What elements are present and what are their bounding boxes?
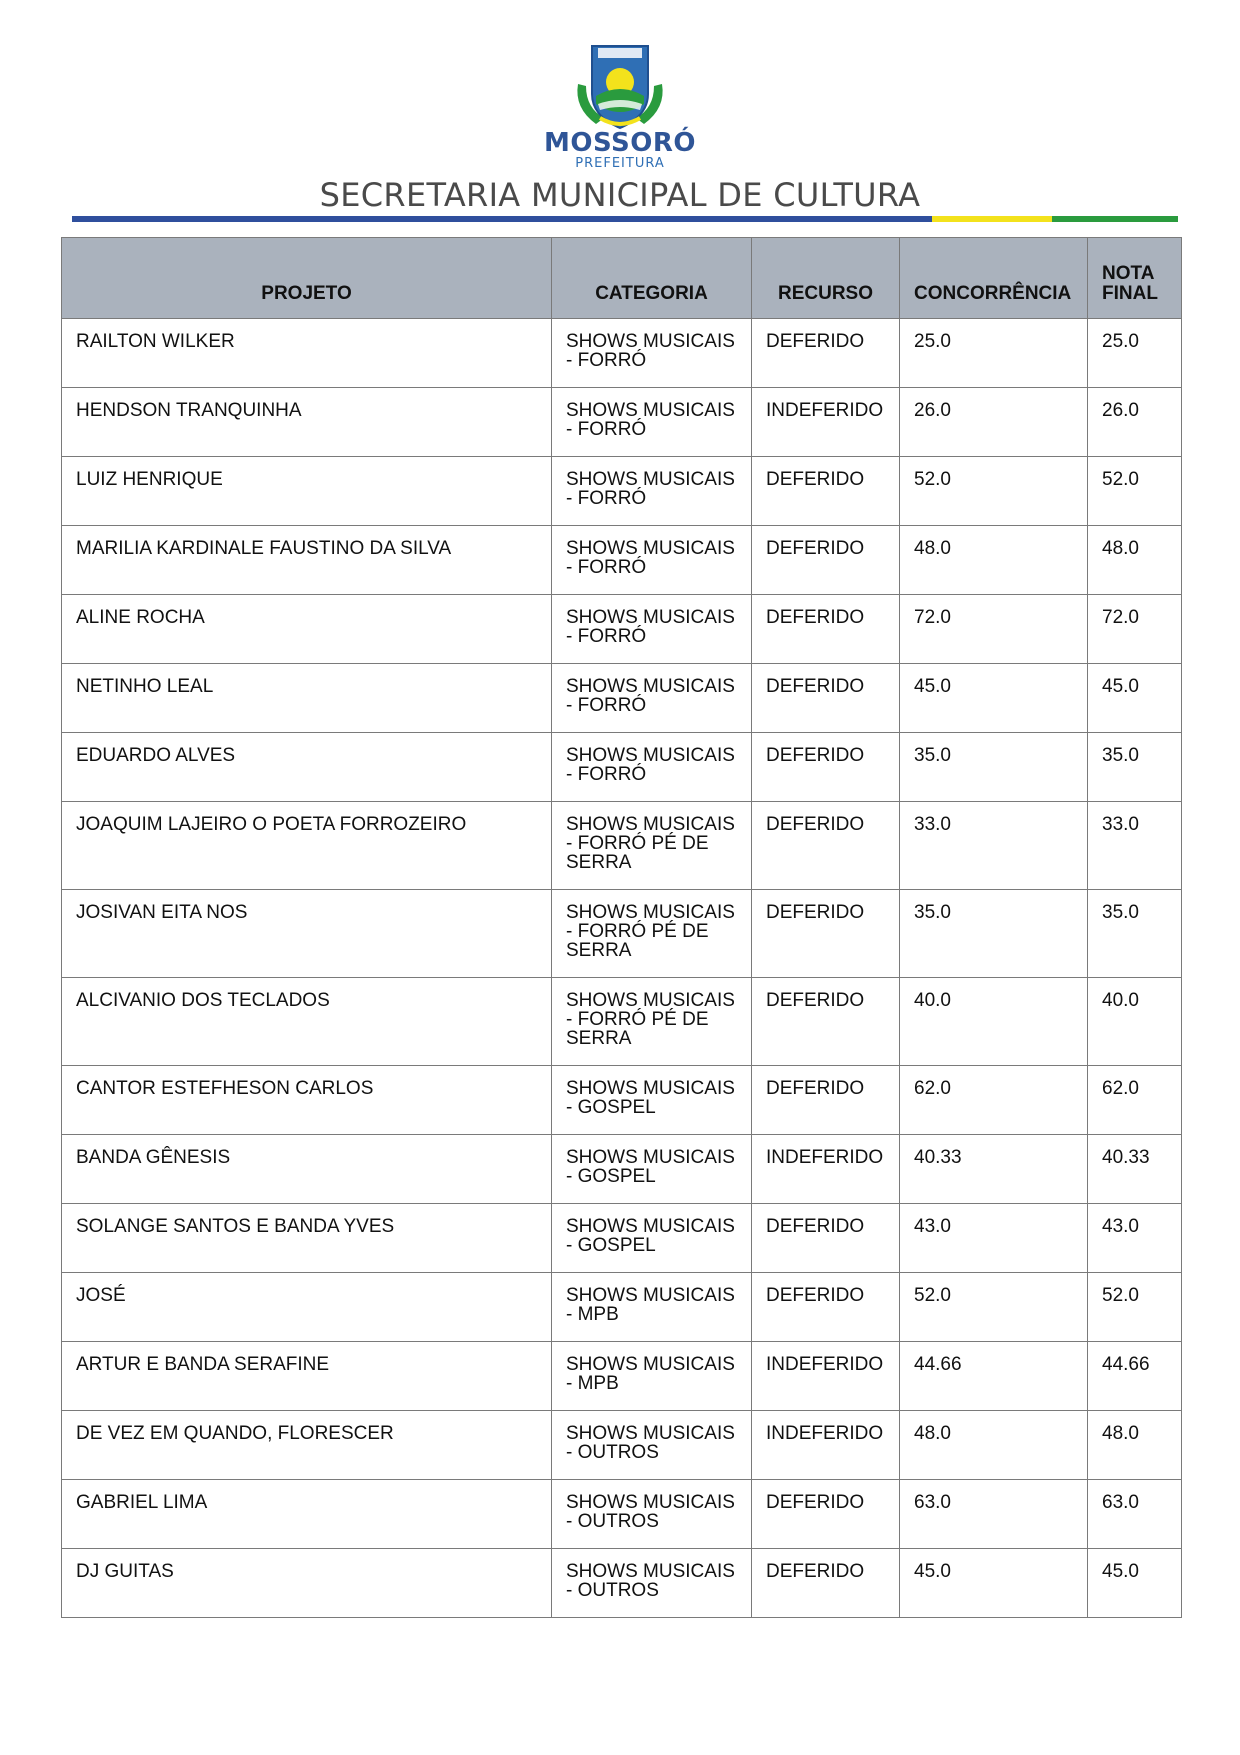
- cell-projeto: ALINE ROCHA: [62, 595, 552, 664]
- cell-concorrencia: 48.0: [900, 1411, 1088, 1480]
- cell-projeto: SOLANGE SANTOS E BANDA YVES: [62, 1204, 552, 1273]
- cell-projeto: DE VEZ EM QUANDO, FLORESCER: [62, 1411, 552, 1480]
- cell-recurso: DEFERIDO: [752, 802, 900, 890]
- cell-categoria: SHOWS MUSICAIS - FORRÓ: [552, 457, 752, 526]
- cell-projeto: DJ GUITAS: [62, 1549, 552, 1618]
- table-row: [62, 1549, 1182, 1618]
- cell-recurso: INDEFERIDO: [752, 1135, 900, 1204]
- cell-concorrencia: 35.0: [900, 890, 1088, 978]
- cell-nota-final: 40.33: [1088, 1135, 1182, 1204]
- cell-categoria: SHOWS MUSICAIS - FORRÓ PÉ DE SERRA: [552, 802, 752, 890]
- cell-nota-final: 25.0: [1088, 319, 1182, 388]
- table-header-row: [62, 238, 1182, 319]
- table-row: [62, 595, 1182, 664]
- cell-projeto: LUIZ HENRIQUE: [62, 457, 552, 526]
- cell-recurso: DEFERIDO: [752, 978, 900, 1066]
- cell-recurso: INDEFERIDO: [752, 1342, 900, 1411]
- cell-concorrencia: 45.0: [900, 1549, 1088, 1618]
- cell-concorrencia: 43.0: [900, 1204, 1088, 1273]
- cell-recurso: DEFERIDO: [752, 1549, 900, 1618]
- cell-categoria: SHOWS MUSICAIS - FORRÓ: [552, 733, 752, 802]
- column-header-nota-final: NOTA FINAL: [1088, 238, 1182, 319]
- cell-recurso: DEFERIDO: [752, 595, 900, 664]
- cell-concorrencia: 52.0: [900, 1273, 1088, 1342]
- brand-name: MOSSORÓ: [544, 128, 696, 158]
- cell-concorrencia: 45.0: [900, 664, 1088, 733]
- cell-concorrencia: 25.0: [900, 319, 1088, 388]
- cell-nota-final: 63.0: [1088, 1480, 1182, 1549]
- cell-nota-final: 35.0: [1088, 890, 1182, 978]
- cell-categoria: SHOWS MUSICAIS - FORRÓ: [552, 595, 752, 664]
- table-row: [62, 802, 1182, 890]
- city-crest-logo: [570, 38, 670, 134]
- cell-recurso: DEFERIDO: [752, 457, 900, 526]
- cell-nota-final: 48.0: [1088, 1411, 1182, 1480]
- cell-projeto: MARILIA KARDINALE FAUSTINO DA SILVA: [62, 526, 552, 595]
- cell-nota-final: 52.0: [1088, 1273, 1182, 1342]
- brand-subtitle: PREFEITURA: [575, 156, 665, 171]
- cell-nota-final: 35.0: [1088, 733, 1182, 802]
- cell-projeto: ALCIVANIO DOS TECLADOS: [62, 978, 552, 1066]
- cell-projeto: CANTOR ESTEFHESON CARLOS: [62, 1066, 552, 1135]
- cell-nota-final: 62.0: [1088, 1066, 1182, 1135]
- cell-recurso: DEFERIDO: [752, 1480, 900, 1549]
- cell-concorrencia: 52.0: [900, 457, 1088, 526]
- cell-projeto: JOSÉ: [62, 1273, 552, 1342]
- table-body: [62, 319, 1182, 1618]
- cell-recurso: DEFERIDO: [752, 1204, 900, 1273]
- cell-nota-final: 45.0: [1088, 1549, 1182, 1618]
- cell-recurso: DEFERIDO: [752, 319, 900, 388]
- cell-categoria: SHOWS MUSICAIS - OUTROS: [552, 1480, 752, 1549]
- cell-projeto: JOAQUIM LAJEIRO O POETA FORROZEIRO: [62, 802, 552, 890]
- cell-categoria: SHOWS MUSICAIS - FORRÓ: [552, 664, 752, 733]
- page-header: [0, 0, 1240, 230]
- stripe-yellow: [932, 216, 1052, 222]
- cell-projeto: RAILTON WILKER: [62, 319, 552, 388]
- cell-categoria: SHOWS MUSICAIS - FORRÓ PÉ DE SERRA: [552, 978, 752, 1066]
- cell-projeto: GABRIEL LIMA: [62, 1480, 552, 1549]
- cell-projeto: NETINHO LEAL: [62, 664, 552, 733]
- cell-recurso: DEFERIDO: [752, 526, 900, 595]
- cell-projeto: ARTUR E BANDA SERAFINE: [62, 1342, 552, 1411]
- cell-recurso: DEFERIDO: [752, 733, 900, 802]
- cell-concorrencia: 48.0: [900, 526, 1088, 595]
- column-header-categoria: CATEGORIA: [552, 238, 752, 319]
- department-title: SECRETARIA MUNICIPAL DE CULTURA: [319, 176, 921, 214]
- cell-nota-final: 33.0: [1088, 802, 1182, 890]
- cell-concorrencia: 44.66: [900, 1342, 1088, 1411]
- cell-concorrencia: 33.0: [900, 802, 1088, 890]
- cell-concorrencia: 72.0: [900, 595, 1088, 664]
- cell-concorrencia: 40.0: [900, 978, 1088, 1066]
- cell-categoria: SHOWS MUSICAIS - MPB: [552, 1342, 752, 1411]
- cell-categoria: SHOWS MUSICAIS - GOSPEL: [552, 1066, 752, 1135]
- table-row: [62, 890, 1182, 978]
- column-header-recurso: RECURSO: [752, 238, 900, 319]
- cell-concorrencia: 63.0: [900, 1480, 1088, 1549]
- stripe-blue: [72, 216, 932, 222]
- table-row: [62, 1204, 1182, 1273]
- cell-categoria: SHOWS MUSICAIS - FORRÓ: [552, 526, 752, 595]
- cell-categoria: SHOWS MUSICAIS - OUTROS: [552, 1411, 752, 1480]
- cell-nota-final: 44.66: [1088, 1342, 1182, 1411]
- cell-nota-final: 72.0: [1088, 595, 1182, 664]
- cell-nota-final: 52.0: [1088, 457, 1182, 526]
- table-row: [62, 664, 1182, 733]
- cell-recurso: DEFERIDO: [752, 1066, 900, 1135]
- cell-concorrencia: 62.0: [900, 1066, 1088, 1135]
- cell-categoria: SHOWS MUSICAIS - MPB: [552, 1273, 752, 1342]
- cell-nota-final: 40.0: [1088, 978, 1182, 1066]
- cell-nota-final: 48.0: [1088, 526, 1182, 595]
- cell-categoria: SHOWS MUSICAIS - GOSPEL: [552, 1204, 752, 1273]
- table-row: [62, 1273, 1182, 1342]
- cell-concorrencia: 35.0: [900, 733, 1088, 802]
- cell-recurso: INDEFERIDO: [752, 1411, 900, 1480]
- table-row: [62, 457, 1182, 526]
- table-row: [62, 1135, 1182, 1204]
- cell-recurso: DEFERIDO: [752, 664, 900, 733]
- stripe-green: [1052, 216, 1178, 222]
- table-row: [62, 1480, 1182, 1549]
- table-row: [62, 319, 1182, 388]
- cell-projeto: BANDA GÊNESIS: [62, 1135, 552, 1204]
- results-table: [61, 237, 1182, 1618]
- cell-categoria: SHOWS MUSICAIS - FORRÓ: [552, 388, 752, 457]
- table-row: [62, 526, 1182, 595]
- cell-recurso: INDEFERIDO: [752, 388, 900, 457]
- cell-nota-final: 43.0: [1088, 1204, 1182, 1273]
- table-row: [62, 978, 1182, 1066]
- table-row: [62, 1066, 1182, 1135]
- cell-projeto: HENDSON TRANQUINHA: [62, 388, 552, 457]
- cell-categoria: SHOWS MUSICAIS - GOSPEL: [552, 1135, 752, 1204]
- cell-categoria: SHOWS MUSICAIS - FORRÓ: [552, 319, 752, 388]
- cell-categoria: SHOWS MUSICAIS - FORRÓ PÉ DE SERRA: [552, 890, 752, 978]
- cell-recurso: DEFERIDO: [752, 1273, 900, 1342]
- cell-projeto: JOSIVAN EITA NOS: [62, 890, 552, 978]
- table-row: [62, 733, 1182, 802]
- table-row: [62, 1411, 1182, 1480]
- table-row: [62, 388, 1182, 457]
- cell-categoria: SHOWS MUSICAIS - OUTROS: [552, 1549, 752, 1618]
- column-header-projeto: PROJETO: [62, 238, 552, 319]
- cell-nota-final: 26.0: [1088, 388, 1182, 457]
- cell-concorrencia: 26.0: [900, 388, 1088, 457]
- cell-nota-final: 45.0: [1088, 664, 1182, 733]
- cell-projeto: EDUARDO ALVES: [62, 733, 552, 802]
- table-row: [62, 1342, 1182, 1411]
- column-header-concorrencia: CONCORRÊNCIA: [900, 238, 1088, 319]
- cell-recurso: DEFERIDO: [752, 890, 900, 978]
- cell-concorrencia: 40.33: [900, 1135, 1088, 1204]
